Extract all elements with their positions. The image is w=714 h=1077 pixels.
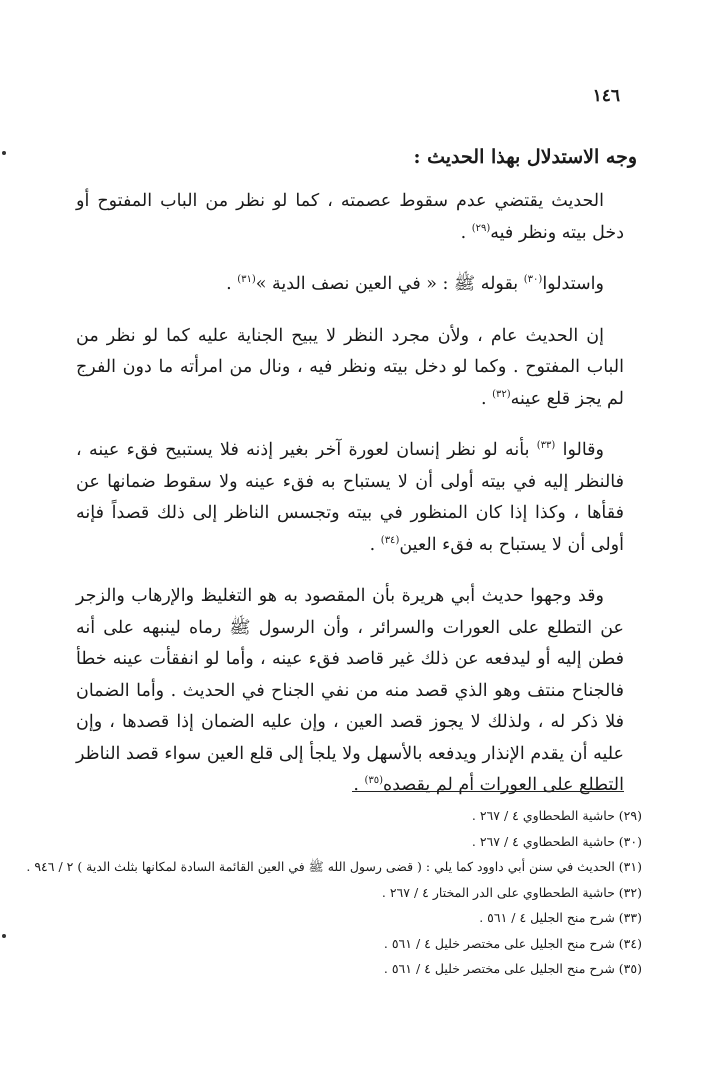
footnote: (٣٠) حاشية الطحطاوي ٤ / ٢٦٧ . xyxy=(471,833,642,849)
body-text xyxy=(76,186,624,822)
footnote: (٢٩) حاشية الطحطاوي ٤ / ٢٦٧ . xyxy=(471,808,642,823)
footnote-divider xyxy=(352,791,624,792)
footnote-ref[interactable]: (٣٢) xyxy=(492,388,511,400)
scan-speck xyxy=(2,934,6,938)
footnotes xyxy=(26,803,642,982)
footnote: (٣٤) شرح منح الجليل على مختصر خليل ٤ / ٥٦١ . xyxy=(383,935,642,951)
paragraph: وقالوا $^{(٣٣)}$ بأنه لو نظر إنسان لعورة آخر بغير إذنه فلا يستبيح فقء عينه ، فالنظر إليه في بيته أولى أن لا يستباح به فقء عينه ولا سقوط ضمانها عن فقأها ، وكذا إذا كان المنظور في بيته وتجسس الناظر إلى ذلك قصداً فإنه أولى أن لا يستباح به فقء العين$^{(٣٤)}$ . xyxy=(76,440,624,555)
section-heading: وجه الاستدلال بهذا الحديث : xyxy=(413,146,637,168)
footnote: (٣١) الحديث في سنن أبي داوود كما يلي : ( قضى رسول الله ﷺ في العين القائمة السادة لمكانها بثلث الدية ) ٢ / ٩٤٦ . xyxy=(26,859,642,874)
paragraph: الحديث يقتضي عدم سقوط عصمته ، كما لو نظر من الباب المفتوح أو دخل بيته ونظر فيه$^{(٢٩)}$ . xyxy=(76,191,624,243)
paragraph: إن الحديث عام ، ولأن مجرد النظر لا يبيح الجناية عليه كما لو نظر من الباب المفتوح . وكما لو دخل بيته ونظر فيه ، ونال من امرأته ما دون الفرج لم يجز قلع عينه$^{(٣٢)}$ . xyxy=(76,325,624,409)
footnote: (٣٥) شرح منح الجليل على مختصر خليل ٤ / ٥٦١ . xyxy=(383,961,642,976)
footnote-ref[interactable]: (٣٥) xyxy=(364,775,384,786)
footnote: (٣٢) حاشية الطحطاوي على الدر المختار ٤ / ٢٦٧ . xyxy=(381,884,642,900)
page-number: ١٤٦ xyxy=(592,86,620,106)
footnote-ref[interactable]: (٣٣) xyxy=(536,440,556,451)
scan-speck xyxy=(2,151,6,155)
paragraph: واستدلوا$^{(٣٠)}$ بقوله ﷺ : « في العين نصف الدية »$^{(٣١)}$ . xyxy=(226,274,604,294)
paragraph: وقد وجهوا حديث أبي هريرة بأن المقصود به هو التغليظ والإرهاب والزجر عن التطلع على العورات والسرائر ، وأن الرسول ﷺ رماه لينبهه على أنه فطن إليه أو ليدفعه عن ذلك غير قاصد فقء عينه ، وأما لو انفقأت عينه خطأ فالجناح منتف وهو الذي قصد منه من نفي الجناح في الحديث . وأما الضمان فلا ذكر له ، ولذلك لا يجوز قصد العين ، وإن عليه الضمان إذا قصدها ، وإن عليه أن يقدم الإنذار ويدفعه بالأسهل ولا يلجأ إلى قلع العين سواء قصد الناظر التطلع على العورات أم لم يقصده$^{(٣٥)}$ . xyxy=(76,586,625,795)
footnote-ref[interactable]: (٢٩) xyxy=(471,222,491,234)
footnote-ref[interactable]: (٣١) xyxy=(237,274,256,285)
footnote-ref[interactable]: (٣٤) xyxy=(380,534,400,546)
footnote: (٣٣) شرح منح الجليل ٤ / ٥٦١ . xyxy=(479,910,642,925)
footnote-ref[interactable]: (٣٠) xyxy=(523,274,543,285)
